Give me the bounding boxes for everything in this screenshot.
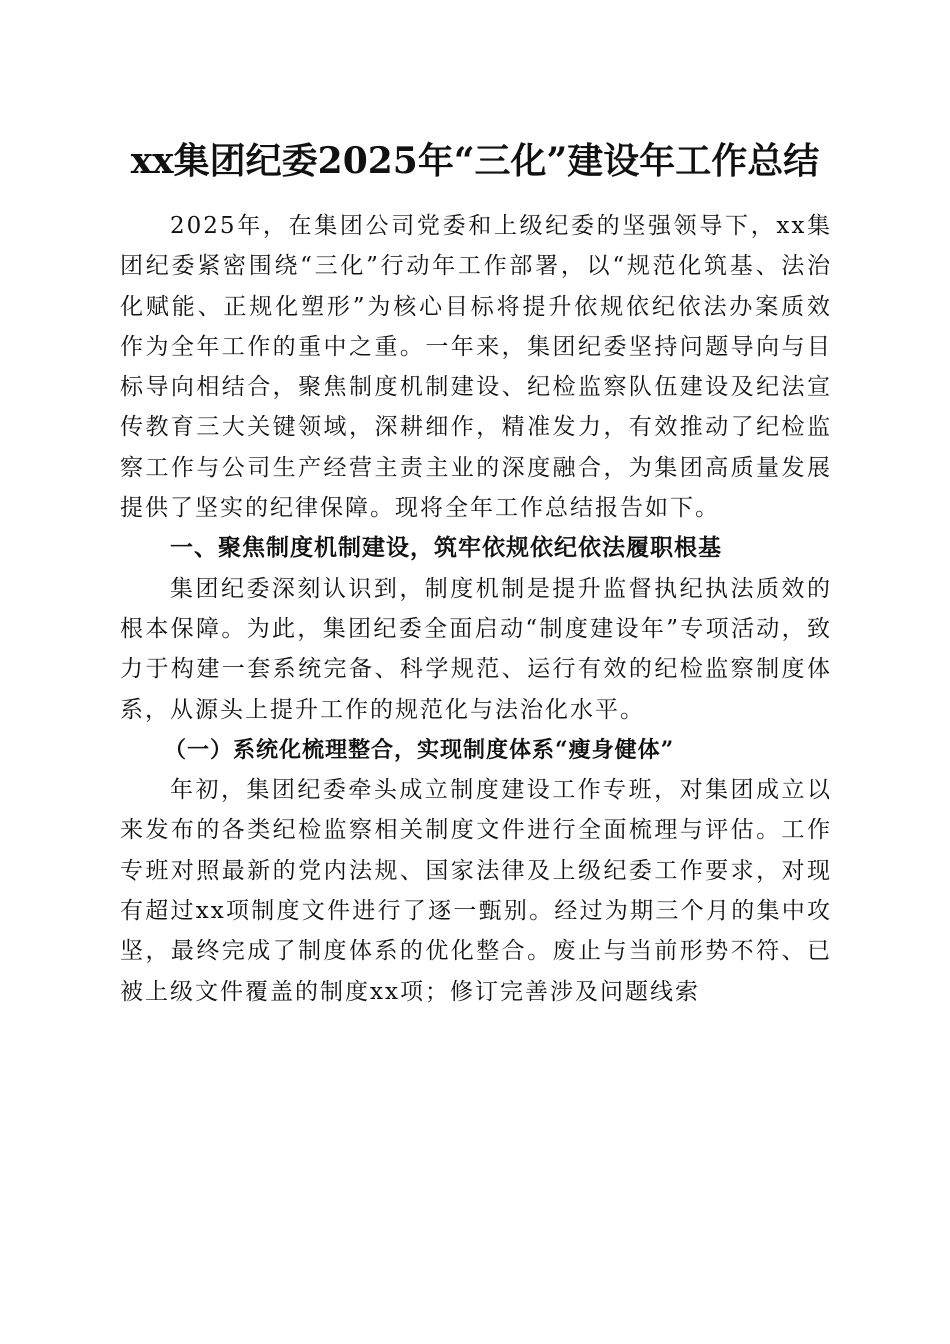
subsection-1-heading: （一）系统化梳理整合，实现制度体系“瘦身健体”: [164, 736, 675, 763]
section-1-paragraph: 集团纪委深刻认识到，制度机制是提升监督执纪执法质效的根本保障。为此，集团纪委全面启动“制度建设年”专项活动，致力于构建一套系统完备、科学规范、运行有效的纪检监察制度体系，从源头上提升工作的规范化与法治化水平。: [120, 575, 832, 723]
document-title: xx集团纪委2025年“三化”建设年工作总结: [130, 140, 820, 182]
intro-paragraph: 2025年，在集团公司党委和上级纪委的坚强领导下，xx集团纪委紧密围绕“三化”行动年工作部署，以“规范化筑基、法治化赋能、正规化塑形”为核心目标将提升依规依纪依法办案质效作为全年工作的重中之重。一年来，集团纪委坚持问题导向与目标导向相结合，聚焦制度机制建设、纪检监察队伍建设及纪法宣传教育三大关键领域，深耕细作，精准发力，有效推动了纪检监察工作与公司生产经营主责主业的深度融合，为集团高质量发展提供了坚实的纪律保障。现将全年工作总结报告如下。: [120, 213, 832, 522]
subsection-1-paragraph: 年初，集团纪委牵头成立制度建设工作专班，对集团成立以来发布的各类纪检监察相关制度文件进行全面梳理与评估。工作专班对照最新的党内法规、国家法律及上级纪委工作要求，对现有超过xx项制度文件进行了逐一甄别。经过为期三个月的集中攻坚，最终完成了制度体系的优化整合。废止与当前形势不符、已被上级文件覆盖的制度xx项；修订完善涉及问题线索: [120, 777, 832, 1005]
section-1-heading: 一、聚焦制度机制建设，筑牢依规依纪依法履职根基: [170, 535, 722, 562]
document-body: [120, 206, 832, 1012]
